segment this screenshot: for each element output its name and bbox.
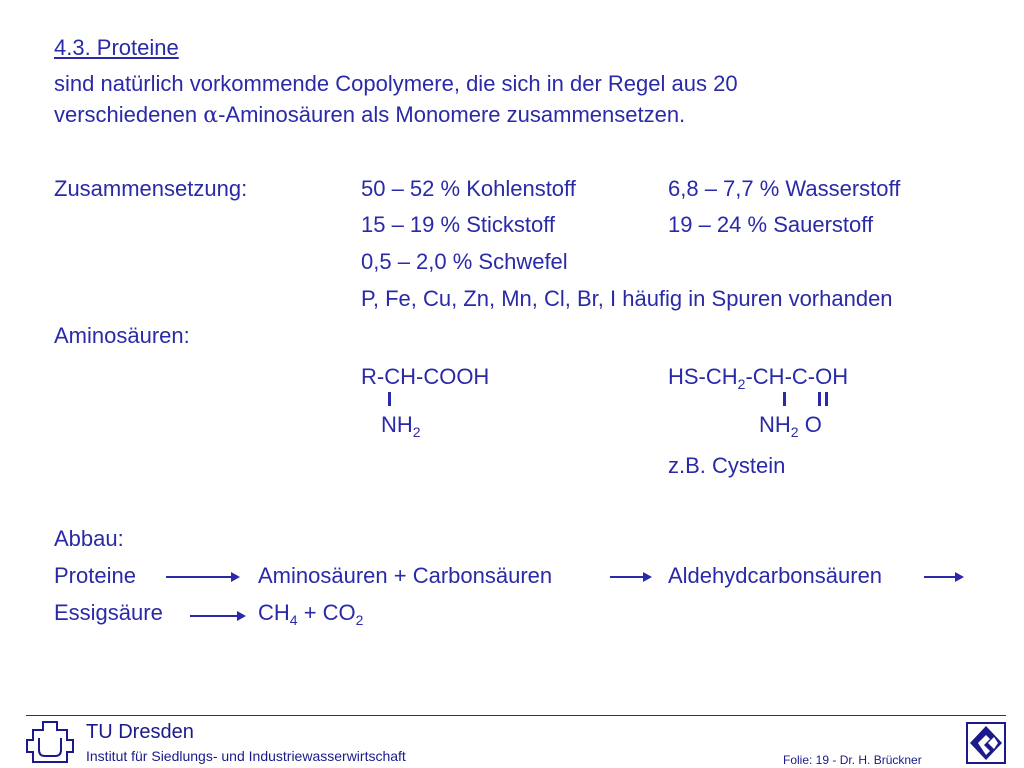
arrow-icon <box>166 576 238 578</box>
general-amino-formula: R-CH-COOH <box>361 364 490 389</box>
tu-dresden-logo-icon <box>25 720 75 766</box>
composition-sulfur: 0,5 – 2,0 % Schwefel <box>361 249 568 274</box>
arrow-icon <box>924 576 962 578</box>
composition-carbon: 50 – 52 % Kohlenstoff <box>361 176 576 201</box>
plus-co: + CO <box>297 600 356 625</box>
chain-products <box>258 600 364 628</box>
composition-nitrogen: 15 – 19 % Stickstoff <box>361 212 556 237</box>
cysteine-formula <box>668 364 849 392</box>
alpha-symbol: α <box>203 103 219 128</box>
footer-org: TU Dresden <box>86 721 194 743</box>
composition-oxygen: 19 – 24 % Sauerstoff <box>668 212 874 237</box>
arrow-icon <box>610 576 650 578</box>
cysteine-double-bond-left <box>818 392 821 406</box>
cysteine-oxygen: O <box>804 412 822 437</box>
cysteine-double-bond-right <box>825 392 828 406</box>
cysteine-nh: NH <box>759 412 791 437</box>
intro-line-2-post: -Aminosäuren als Monomere zusammensetzen. <box>218 102 686 127</box>
chain-essigsaeure: Essigsäure <box>54 600 163 625</box>
general-nh: NH <box>381 412 413 437</box>
chain-aminosaeuren-carbonsaeuren: Aminosäuren + Carbonsäuren <box>258 563 553 588</box>
intro-line-1: sind natürlich vorkommende Copolymere, die sich in der Regel aus 20 <box>54 71 738 96</box>
co2-sub: 2 <box>355 612 364 628</box>
chain-proteine: Proteine <box>54 563 136 588</box>
methane-sub: 4 <box>289 612 298 628</box>
cysteine-ch-nh2-bond <box>783 392 786 406</box>
composition-trace-elements: P, Fe, Cu, Zn, Mn, Cl, Br, I häufig in Spuren vorhanden <box>361 286 893 311</box>
arrow-icon <box>190 615 244 617</box>
cysteine-nh2-o <box>759 412 822 440</box>
institute-logo-icon <box>966 722 1006 764</box>
methane: CH <box>258 600 290 625</box>
composition-label: Zusammensetzung: <box>54 176 248 201</box>
cysteine-sub: 2 <box>737 376 746 392</box>
general-nh2 <box>381 412 421 440</box>
cysteine-nh-sub: 2 <box>790 424 799 440</box>
cysteine-pre: HS-CH <box>668 364 738 389</box>
general-ch-nh2-bond <box>388 392 391 406</box>
composition-hydrogen: 6,8 – 7,7 % Wasserstoff <box>668 176 901 201</box>
degradation-label: Abbau: <box>54 526 124 551</box>
footer-institute: Institut für Siedlungs- und Industriewasserwirtschaft <box>86 748 406 764</box>
general-nh-sub: 2 <box>412 424 421 440</box>
amino-label: Aminosäuren: <box>54 323 190 348</box>
intro-line-2 <box>54 104 685 127</box>
intro-line-2-pre: verschiedenen <box>54 102 204 127</box>
footer-slide-info: Folie: 19 - Dr. H. Brückner <box>783 753 922 767</box>
cysteine-post: -CH-C-OH <box>745 364 849 389</box>
section-heading: 4.3. Proteine <box>54 35 179 60</box>
chain-aldehydcarbonsaeuren: Aldehydcarbonsäuren <box>668 563 883 588</box>
footer-divider <box>26 715 1006 716</box>
cysteine-example: z.B. Cystein <box>668 453 786 478</box>
